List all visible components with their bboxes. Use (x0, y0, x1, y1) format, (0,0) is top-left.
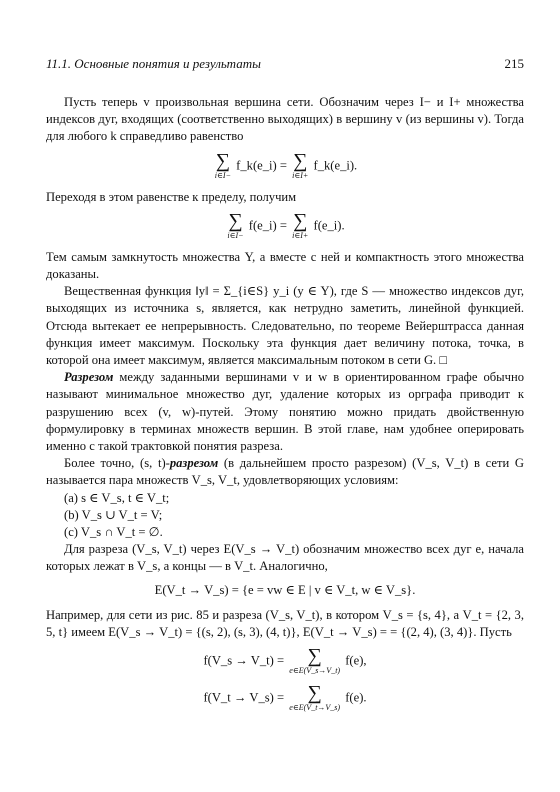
equation-4: f(V_s → V_t) = ∑ e∈E(V_s→V_t) f(e), (203, 645, 367, 676)
term-st-cut: разрезом (169, 456, 219, 471)
paragraph: Вещественная функция ‖y‖ = Σ_{i∈S} y_i (y ∈ Y), где S — множество индексов дуг, выходящих из источника s, является, как нетрудно заметить, линейной функцией. Отсюда вытекает ее непрерывность. Следовательно, по теореме Вейерштрасса данная функция имеет максимум. Поскольку эта функция дает величину потока, точка, в которой она имеет максимум, является максимальным потоком в сети G. □ (46, 284, 524, 368)
conditions-list (64, 490, 524, 542)
sum-symbol: ∑ i∈I− (227, 209, 244, 240)
sum-symbol: ∑ i∈I− (214, 149, 231, 180)
equation-5: f(V_t → V_s) = ∑ e∈E(V_t→V_s) f(e). (203, 682, 367, 713)
sum-symbol: ∑ e∈E(V_s→V_t) (289, 645, 341, 676)
term-cut: Разрезом (64, 370, 114, 385)
page-body (46, 94, 524, 721)
list-item: (c) V_s ∩ V_t = ∅. (64, 525, 163, 540)
paragraph: Пусть теперь v произвольная вершина сети. Обозначим через I− и I+ множества индексов дуг, входящих (соответственно выходящих) в вершину v (из вершины v). Тогда для любого k справедливо равенство (46, 95, 524, 144)
paragraph: Разрезом между заданными вершинами v и w в ориентированном графе обычно называют минимальное множество дуг, удаление которых из орграфа приводит к разрушению всех (v, w)-путей. Этому понятию можно придать двойственную формулировку в терминах множеств вершин. В этой главе, нам удобнее оперировать именно с такой трактовкой понятия разреза. (46, 370, 524, 454)
section-title: 11.1. Основные понятия и результаты (46, 56, 261, 71)
equation-3: E(V_t → V_s) = {e = vw ∈ E | v ∈ V_t, w ∈ V_s}. (154, 582, 416, 597)
list-item: (b) V_s ∪ V_t = V; (64, 507, 163, 522)
paragraph: Более точно, (s, t)-разрезом (в дальнейшем просто разрезом) (V_s, V_t) в сети G называется пара множеств V_s, V_t, удовлетворяющих условиям: (46, 456, 524, 488)
sum-symbol: ∑ e∈E(V_t→V_s) (289, 682, 341, 713)
equation-2: ∑ i∈I− f(e_i) = ∑ i∈I+ f(e_i). (227, 209, 345, 240)
sum-symbol: ∑ i∈I+ (292, 149, 309, 180)
book-page (46, 0, 524, 792)
sum-symbol: ∑ i∈I+ (292, 209, 309, 240)
equation-1: ∑ i∈I− f_k(e_i) = ∑ i∈I+ f_k(e_i). (214, 149, 358, 180)
paragraph: Переходя в этом равенстве к пределу, получим (46, 189, 297, 204)
running-header (46, 56, 524, 72)
list-item: (a) s ∈ V_s, t ∈ V_t; (64, 490, 170, 505)
paragraph: Например, для сети из рис. 85 и разреза (V_s, V_t), в котором V_s = {s, 4}, а V_t = {2, 3, 5, t} имеем E(V_s → V_t) = {(s, 2), (s, 3), (4, t)}, E(V_t → V_s) = = {(2, 4), (3, 4)}. Пусть (46, 607, 524, 640)
paragraph: Для разреза (V_s, V_t) через E(V_s → V_t) обозначим множество всех дуг e, начала которых лежат в V_s, а концы — в V_t. Аналогично, (46, 542, 524, 574)
paragraph: Тем самым замкнутость множества Y, а вместе с ней и компактность этого множества доказаны. (46, 249, 524, 282)
page-number: 215 (504, 56, 524, 71)
